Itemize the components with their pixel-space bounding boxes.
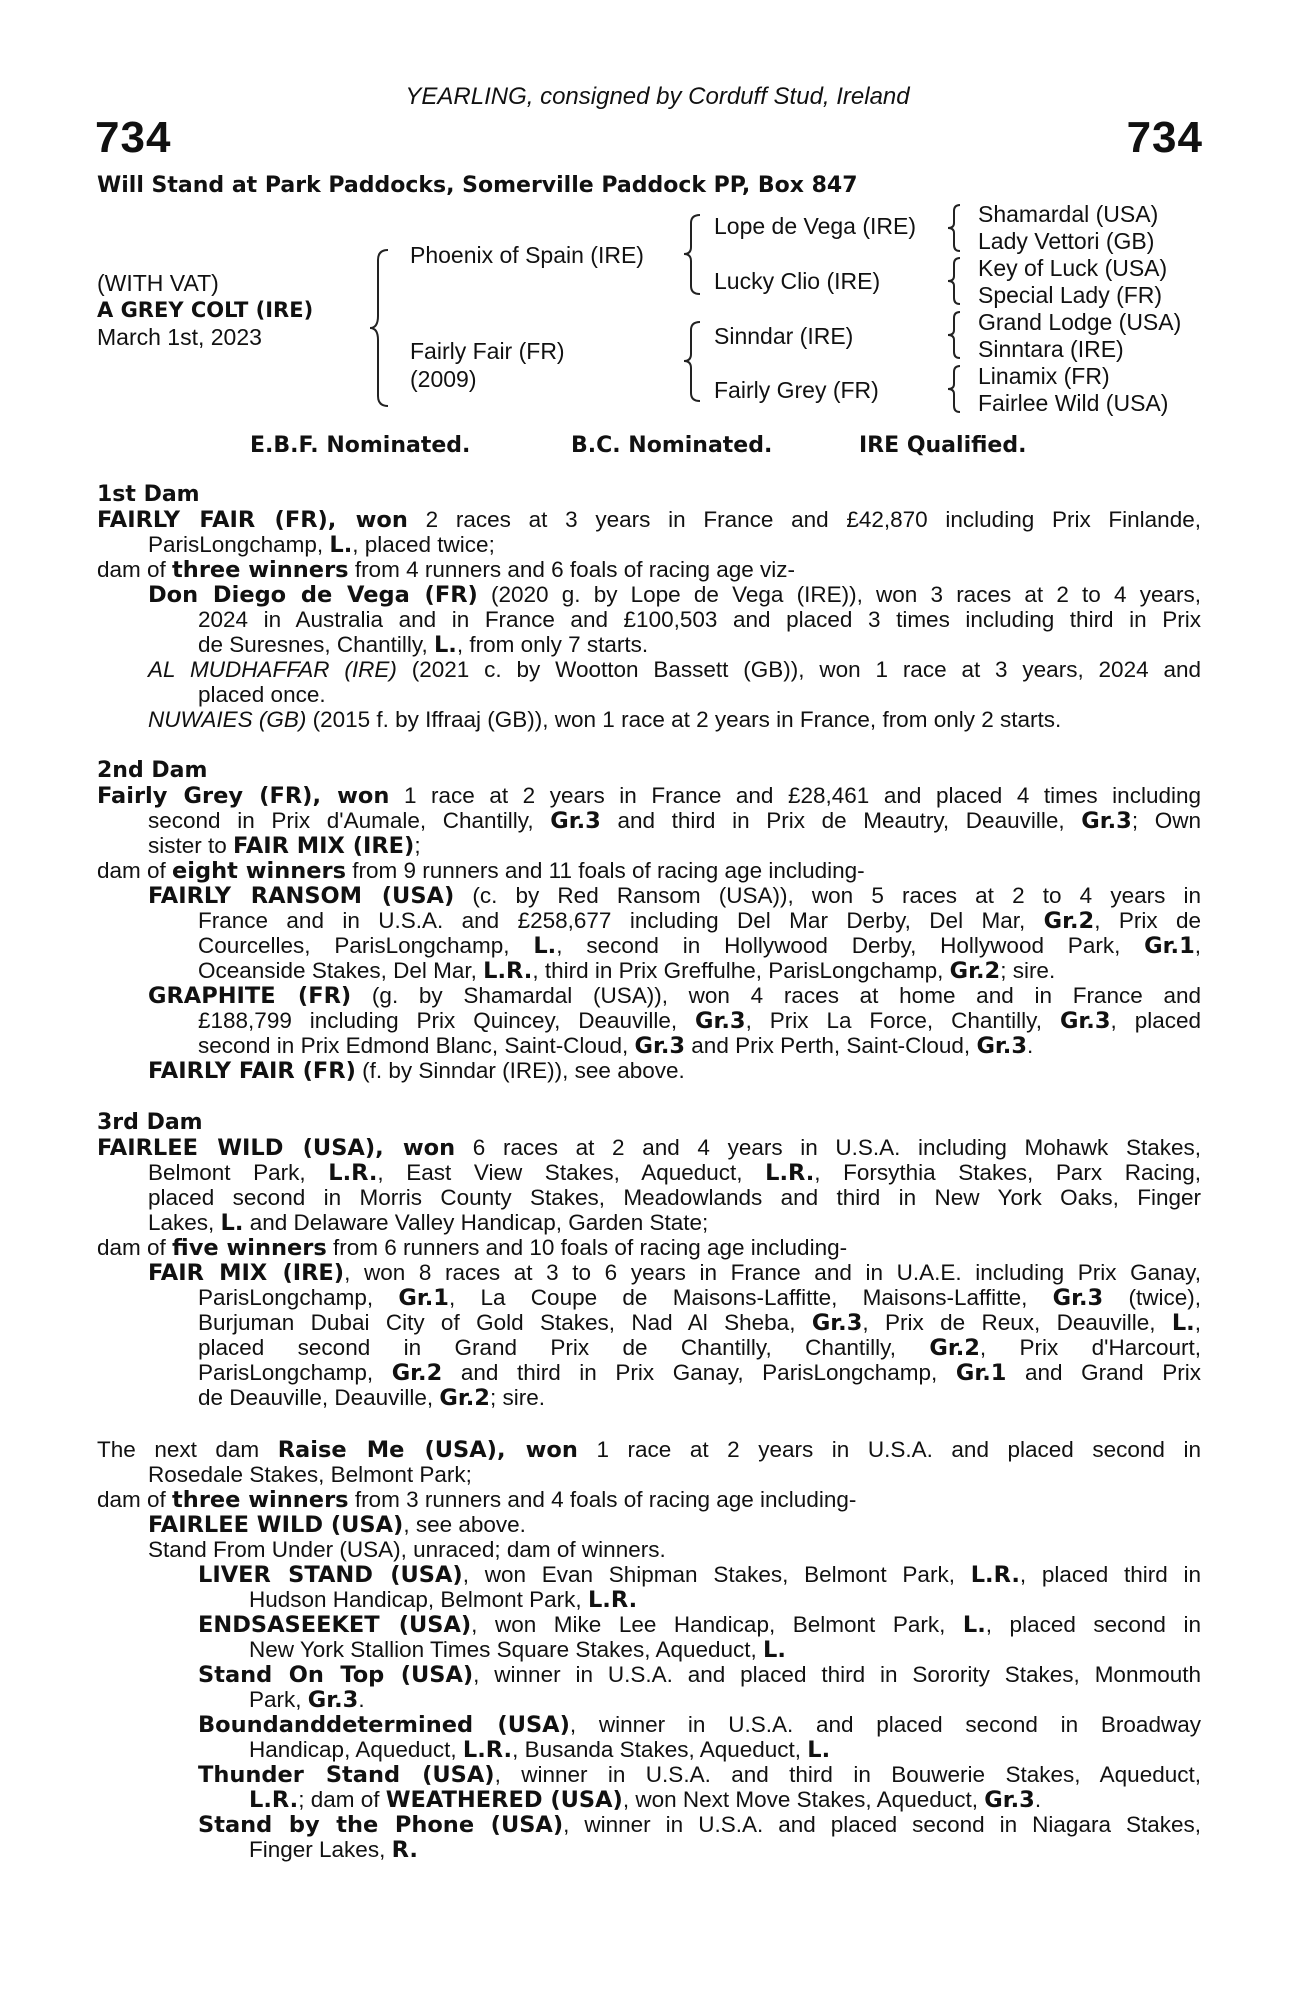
first-dam-line: FAIRLY FAIR (FR), won 2 races at 3 years in France and £42,870 including Prix Finlande, xyxy=(97,507,1201,533)
third-dam-line: placed second in Morris County Stakes, Meadowlands and third in New York Oaks, Finger xyxy=(148,1185,1201,1210)
pedigree-brace-sire xyxy=(682,213,702,296)
grand-produce-entry: Stand by the Phone (USA), winner in U.S.A. and placed second in Niagara Stakes, xyxy=(198,1812,1202,1838)
brace-g3-2 xyxy=(946,256,962,306)
sire-sire: Lope de Vega (IRE) xyxy=(714,213,917,239)
pedigree-brace-dam xyxy=(682,320,702,403)
gg-dsd: Sinntara (IRE) xyxy=(978,336,1124,362)
third-dam-heading: 3rd Dam xyxy=(97,1110,203,1135)
sire-dam: Lucky Clio (IRE) xyxy=(714,268,881,294)
produce-entry-cont: France and in U.S.A. and £258,677 including Del Mar Derby, Del Mar, Gr.2, Prix de xyxy=(198,908,1201,934)
sire-name: Phoenix of Spain (IRE) xyxy=(410,242,644,268)
horse-name: NUWAIES (GB) xyxy=(148,707,307,732)
catalogue-subtitle: YEARLING, consigned by Corduff Stud, Ireland xyxy=(405,83,910,110)
stand-info: Will Stand at Park Paddocks, Somerville Paddock PP, Box 847 xyxy=(97,173,858,198)
pedigree-brace-main xyxy=(368,248,390,408)
produce-entry: Don Diego de Vega (FR) (2020 g. by Lope de Vega (IRE)), won 3 races at 2 to 4 years, xyxy=(148,582,1201,608)
brace-g3-3 xyxy=(946,310,962,360)
produce-entry-cont: second in Prix Edmond Blanc, Saint-Cloud, Gr.3 and Prix Perth, Saint-Cloud, Gr.3. xyxy=(198,1033,1034,1059)
horse-name: Thunder Stand (USA) xyxy=(198,1762,495,1788)
bc-nomination: B.C. Nominated. xyxy=(571,433,773,458)
gg-sds: Key of Luck (USA) xyxy=(978,255,1168,281)
horse-name: FAIRLY RANSOM (USA) xyxy=(148,883,455,909)
produce-entry: FAIRLY FAIR (FR) (f. by Sinndar (IRE)), see above. xyxy=(148,1058,685,1084)
dam-sire: Sinndar (IRE) xyxy=(714,323,854,349)
gg-ssd: Lady Vettori (GB) xyxy=(978,228,1155,254)
next-dam-line: Rosedale Stakes, Belmont Park; xyxy=(148,1462,472,1487)
produce-entry: FAIRLY RANSOM (USA) (c. by Red Ransom (USA)), won 5 races at 2 to 4 years in xyxy=(148,883,1201,909)
horse-name: FAIRLY FAIR (FR) xyxy=(148,1058,356,1084)
produce-entry-cont: placed second in Grand Prix de Chantilly, Chantilly, Gr.2, Prix d'Harcourt, xyxy=(198,1335,1201,1361)
gg-sdd: Special Lady (FR) xyxy=(978,282,1163,308)
grand-produce-entry-cont: Hudson Handicap, Belmont Park, L.R. xyxy=(249,1587,638,1613)
dam-name: Fairly Grey (FR) xyxy=(97,783,313,809)
produce-entry-cont: Courcelles, ParisLongchamp, L., second in Hollywood Derby, Hollywood Park, Gr.1, xyxy=(198,933,1201,959)
produce-entry-cont: de Suresnes, Chantilly, L., from only 7 starts. xyxy=(198,632,649,658)
second-dam-line: Fairly Grey (FR), won 1 race at 2 years in France and £28,461 and placed 4 times including xyxy=(97,783,1201,809)
produce-entry: FAIRLEE WILD (USA), see above. xyxy=(148,1512,526,1538)
horse-name: FAIR MIX (IRE) xyxy=(148,1260,345,1286)
produce-entry: AL MUDHAFFAR (IRE) (2021 c. by Wootton Bassett (GB)), won 1 race at 3 years, 2024 and xyxy=(148,657,1201,682)
gg-dss: Grand Lodge (USA) xyxy=(978,309,1182,335)
brace-g3-4 xyxy=(946,364,962,414)
produce-entry: GRAPHITE (FR) (g. by Shamardal (USA)), won 4 races at home and in France and xyxy=(148,983,1201,1009)
lot-number-right: 734 xyxy=(1126,113,1203,162)
produce-entry-cont: ParisLongchamp, Gr.1, La Coupe de Maisons-Laffitte, Maisons-Laffitte, Gr.3 (twice), xyxy=(198,1285,1201,1311)
first-dam-produce-summary: dam of three winners from 4 runners and 6 foals of racing age viz- xyxy=(97,557,796,583)
produce-entry: Stand From Under (USA), unraced; dam of winners. xyxy=(148,1537,666,1562)
brace-g3-1 xyxy=(946,203,962,253)
lot-number-left: 734 xyxy=(95,113,172,162)
second-dam-line: sister to FAIR MIX (IRE); xyxy=(148,833,421,859)
next-dam-produce-summary: dam of three winners from 3 runners and 4 foals of racing age including- xyxy=(97,1487,857,1513)
horse-name: FAIRLEE WILD (USA) xyxy=(148,1512,404,1538)
grand-produce-entry-cont: L.R.; dam of WEATHERED (USA), won Next Move Stakes, Aqueduct, Gr.3. xyxy=(249,1787,1042,1813)
grand-produce-entry: LIVER STAND (USA), won Evan Shipman Stakes, Belmont Park, L.R., placed third in xyxy=(198,1562,1201,1588)
colt-name: A GREY COLT (IRE) xyxy=(97,298,314,322)
grand-produce-entry-cont: Finger Lakes, R. xyxy=(249,1837,418,1863)
first-dam-line: ParisLongchamp, L., placed twice; xyxy=(148,532,495,558)
dam-dam: Fairly Grey (FR) xyxy=(714,377,879,403)
third-dam-line: Lakes, L. and Delaware Valley Handicap, Garden State; xyxy=(148,1210,709,1236)
ebf-nomination: E.B.F. Nominated. xyxy=(250,433,471,458)
grand-produce-entry: Boundanddetermined (USA), winner in U.S.A. and placed second in Broadway xyxy=(198,1712,1201,1738)
grand-produce-entry-cont: Handicap, Aqueduct, L.R., Busanda Stakes, Aqueduct, L. xyxy=(249,1737,831,1763)
dam-name: FAIRLY FAIR (FR) xyxy=(97,507,328,533)
grand-produce-entry: ENDSASEEKET (USA), won Mike Lee Handicap, Belmont Park, L., placed second in xyxy=(198,1612,1201,1638)
horse-name: AL MUDHAFFAR (IRE) xyxy=(148,657,397,682)
ire-qualification: IRE Qualified. xyxy=(859,433,1027,458)
first-dam-heading: 1st Dam xyxy=(97,482,200,507)
horse-name: ENDSASEEKET (USA) xyxy=(198,1612,472,1638)
produce-entry-cont: 2024 in Australia and in France and £100,503 and placed 3 times including third in Prix xyxy=(198,607,1201,632)
gg-dds: Linamix (FR) xyxy=(978,363,1110,389)
grand-produce-entry: Thunder Stand (USA), winner in U.S.A. and third in Bouwerie Stakes, Aqueduct, xyxy=(198,1762,1201,1788)
gg-ddd: Fairlee Wild (USA) xyxy=(978,390,1169,416)
gg-sss: Shamardal (USA) xyxy=(978,201,1159,227)
dam-year: (2009) xyxy=(410,366,477,392)
colt-dob: March 1st, 2023 xyxy=(97,324,262,350)
grand-produce-entry-cont: New York Stallion Times Square Stakes, Aqueduct, L. xyxy=(249,1637,786,1663)
horse-name: Stand by the Phone (USA) xyxy=(198,1812,564,1838)
horse-name: GRAPHITE (FR) xyxy=(148,983,352,1009)
third-dam-line: FAIRLEE WILD (USA), won 6 races at 2 and 4 years in U.S.A. including Mohawk Stakes, xyxy=(97,1135,1201,1161)
horse-name: Stand On Top (USA) xyxy=(198,1662,474,1688)
second-dam-line: second in Prix d'Aumale, Chantilly, Gr.3 and third in Prix de Meautry, Deauville, Gr.3; Own xyxy=(148,808,1201,834)
produce-entry-cont: placed once. xyxy=(198,682,326,707)
third-dam-line: Belmont Park, L.R., East View Stakes, Aqueduct, L.R., Forsythia Stakes, Parx Racing, xyxy=(148,1160,1202,1186)
dam-name: FAIRLEE WILD (USA) xyxy=(97,1135,376,1161)
horse-name: LIVER STAND (USA) xyxy=(198,1562,463,1588)
produce-entry-cont: Oceanside Stakes, Del Mar, L.R., third in Prix Greffulhe, ParisLongchamp, Gr.2; sire. xyxy=(198,958,1056,984)
produce-entry: NUWAIES (GB) (2015 f. by Iffraaj (GB)), won 1 race at 2 years in France, from only 2 starts. xyxy=(148,707,1062,732)
produce-entry-cont: ParisLongchamp, Gr.2 and third in Prix Ganay, ParisLongchamp, Gr.1 and Grand Prix xyxy=(198,1360,1201,1386)
second-dam-produce-summary: dam of eight winners from 9 runners and 11 foals of racing age including- xyxy=(97,858,865,884)
horse-name: Boundanddetermined (USA) xyxy=(198,1712,570,1738)
dam-name: Raise Me (USA) xyxy=(277,1437,497,1463)
produce-entry-cont: de Deauville, Deauville, Gr.2; sire. xyxy=(198,1385,545,1411)
dam-name: Fairly Fair (FR) xyxy=(410,338,565,364)
produce-entry: FAIR MIX (IRE), won 8 races at 3 to 6 years in France and in U.A.E. including Prix Ganay, xyxy=(148,1260,1202,1286)
horse-name: Don Diego de Vega (FR) xyxy=(148,582,478,608)
grand-produce-entry: Stand On Top (USA), winner in U.S.A. and placed third in Sorority Stakes, Monmouth xyxy=(198,1662,1201,1688)
grand-produce-entry-cont: Park, Gr.3. xyxy=(249,1687,365,1713)
next-dam-line: The next dam Raise Me (USA), won 1 race at 2 years in U.S.A. and placed second in xyxy=(97,1437,1201,1463)
third-dam-produce-summary: dam of five winners from 6 runners and 10 foals of racing age including- xyxy=(97,1235,848,1261)
produce-entry-cont: £188,799 including Prix Quincey, Deauville, Gr.3, Prix La Force, Chantilly, Gr.3, placed xyxy=(198,1008,1201,1034)
second-dam-heading: 2nd Dam xyxy=(97,758,208,783)
produce-entry-cont: Burjuman Dubai City of Gold Stakes, Nad Al Sheba, Gr.3, Prix de Reux, Deauville, L., xyxy=(198,1310,1201,1336)
vat-note: (WITH VAT) xyxy=(97,270,219,296)
